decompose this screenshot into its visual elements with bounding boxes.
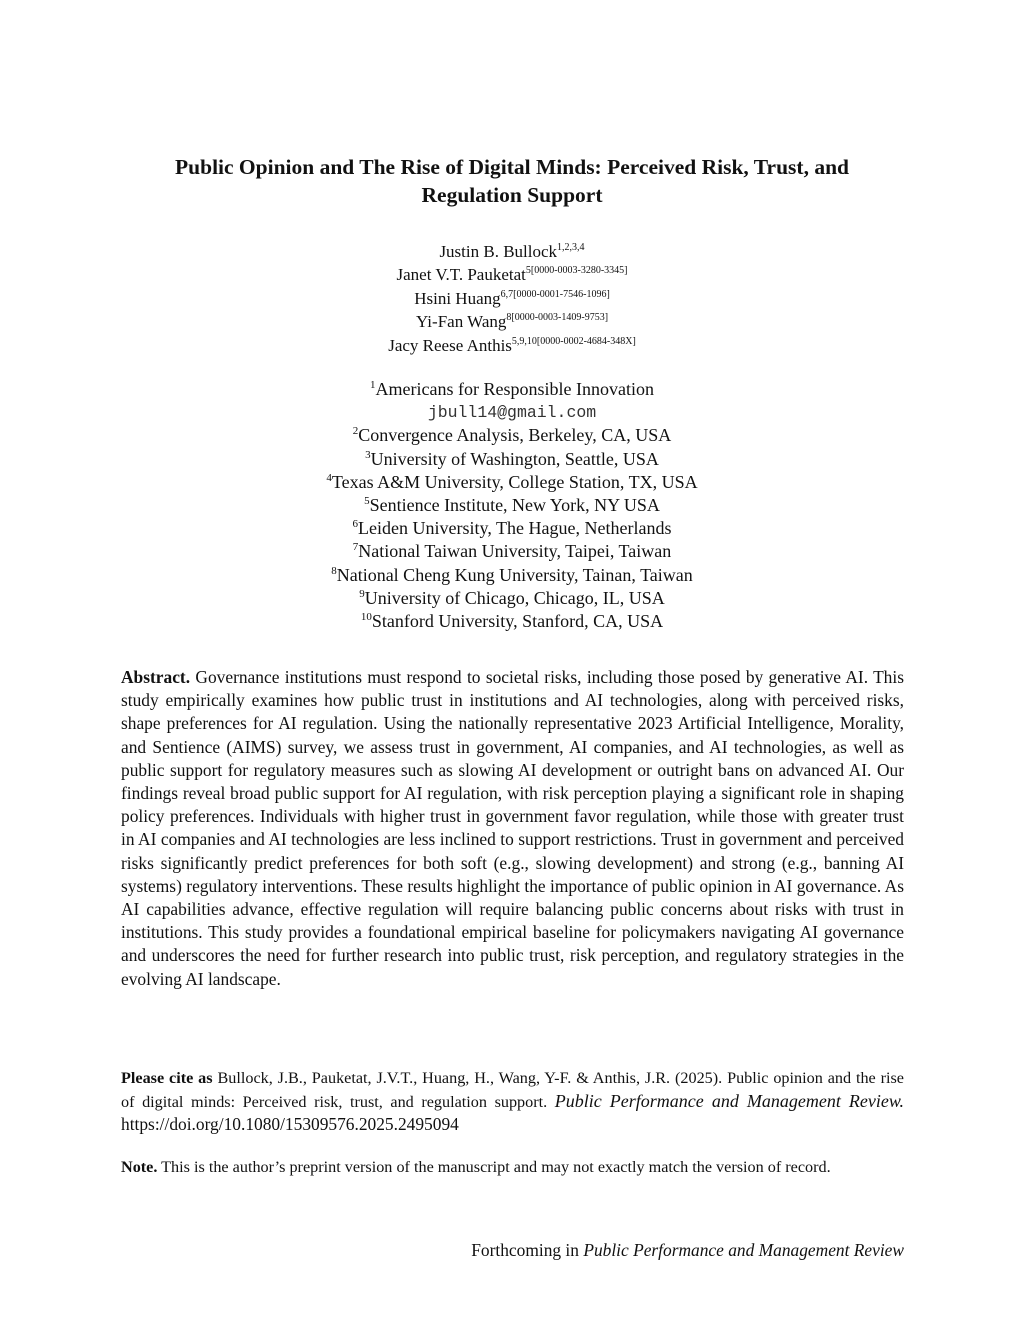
abstract-label: Abstract. — [121, 667, 191, 687]
citation-journal: Public Performance and Management Review. — [554, 1090, 905, 1111]
affiliation-number: 6 — [352, 518, 359, 531]
affiliation — [212, 587, 812, 610]
abstract — [121, 666, 904, 991]
author — [212, 310, 812, 333]
author — [212, 287, 812, 310]
affiliation-number: 9 — [359, 587, 365, 600]
footer-prefix: Forthcoming in — [471, 1240, 579, 1260]
affiliation-number: 8 — [331, 564, 337, 577]
citation-text: Bullock, J.B., Pauketat, J.V.T., Huang, H., Wang, Y-F. & Anthis, J.R. (2025). Public opinion and the rise of digital minds: Perceived risk, trust, and regulation support. — [121, 1069, 904, 1111]
abstract-text: Governance institutions must respond to societal risks, including those posed by generative AI. This study empirically examines how public trust in institutions and AI technologies, along with perceived risks, shape preferences for AI regulation. Using the nationally representative 2023 Artificial Intelligence, Morality, and Sentience (AIMS) survey, we assess trust in government, AI companies, and AI technologies, as well as public support for regulatory measures such as slowing AI development or outright bans on advanced AI. Our findings reveal broad public support for AI regulation, with risk perception playing a significant role in shaping policy preferences. Individuals with higher trust in government favor regulation, while those with greater trust in AI companies and AI technologies are less inclined to support restrictions. Trust in government and perceived risks significantly predict preferences for both soft (e.g., slowing development) and strong (e.g., banning AI systems) regulatory interventions. These results highlight the importance of public opinion in AI governance. As AI capabilities advance, effective regulation will require balancing public concerns about risks with trust in institutions. This study provides a foundational empirical baseline for policymakers navigating AI governance and underscores the need for further research into public trust, risk perception, and regulatory strategies in the evolving AI landscape. — [121, 667, 904, 989]
affiliation-text: Texas A&M University, College Station, TX, USA — [331, 471, 698, 492]
affiliation-text: Americans for Responsible Innovation — [375, 379, 654, 399]
author-affiliation-marks: 5,9,10[0000-0002-4684-348X] — [511, 335, 636, 347]
affiliation-number: 5 — [364, 495, 370, 508]
citation-doi-link[interactable]: https://doi.org/10.1080/15309576.2025.2495094 — [121, 1114, 459, 1134]
page-footer — [471, 1240, 904, 1261]
citation-label: Please cite as — [121, 1069, 213, 1087]
affiliation-text: University of Washington, Seattle, USA — [370, 448, 659, 469]
citation — [121, 1067, 904, 1137]
author-name: Yi-Fan Wang — [415, 312, 507, 332]
author-affiliation-marks: 8[0000-0003-1409-9753] — [506, 312, 609, 324]
author-affiliation-marks: 5[0000-0003-3280-3345] — [525, 265, 628, 277]
author-list — [212, 240, 812, 357]
affiliation-text: Convergence Analysis, Berkeley, CA, USA — [358, 425, 672, 446]
affiliation-number: 4 — [326, 471, 332, 484]
author-affiliation-marks: 6,7[0000-0001-7546-1096] — [500, 288, 610, 300]
affiliation — [212, 424, 812, 447]
affiliation-number: 7 — [352, 541, 359, 554]
affiliation — [212, 471, 812, 494]
affiliation-number: 1 — [370, 379, 376, 391]
affiliation-text: National Taiwan University, Taipei, Taiwan — [358, 541, 672, 562]
title-line-1: Public Opinion and The Rise of Digital Minds: Perceived Risk, Trust, and — [175, 155, 849, 179]
affiliation-text: Leiden University, The Hague, Netherlands — [358, 518, 672, 539]
affiliation-text: Sentience Institute, New York, NY USA — [369, 495, 660, 516]
note-text: This is the author’s preprint version of the manuscript and may not exactly match the version of record. — [161, 1158, 831, 1176]
author — [212, 263, 812, 286]
title-line-2: Regulation Support — [421, 183, 603, 207]
author-name: Jacy Reese Anthis — [388, 335, 512, 355]
affiliation-text: Stanford University, Stanford, CA, USA — [371, 611, 664, 632]
affiliation-text: University of Chicago, Chicago, IL, USA — [364, 587, 665, 608]
affiliation — [212, 540, 812, 563]
footer-journal: Public Performance and Management Review — [583, 1240, 904, 1260]
note-label: Note. — [121, 1158, 158, 1176]
paper-title — [100, 153, 924, 209]
affiliation-number: 2 — [352, 425, 359, 438]
affiliation — [212, 610, 812, 633]
affiliation-number: 10 — [360, 611, 372, 624]
affiliation — [212, 378, 812, 401]
author-name: Justin B. Bullock — [439, 242, 558, 261]
affiliation — [212, 494, 812, 517]
affiliation — [212, 448, 812, 471]
author — [212, 240, 812, 263]
affiliation-text: National Cheng Kung University, Tainan, Taiwan — [336, 564, 693, 585]
author-affiliation-marks: 1,2,3,4 — [557, 242, 585, 253]
affiliation — [212, 564, 812, 587]
affiliation — [212, 517, 812, 540]
affiliation-list — [212, 378, 812, 633]
preprint-note — [121, 1156, 904, 1179]
author — [212, 334, 812, 357]
author-name: Hsini Huang — [414, 288, 501, 308]
author-name: Janet V.T. Pauketat — [396, 265, 526, 285]
affiliation-number: 3 — [365, 448, 371, 461]
contact-email[interactable]: jbull14@gmail.com — [427, 403, 597, 423]
